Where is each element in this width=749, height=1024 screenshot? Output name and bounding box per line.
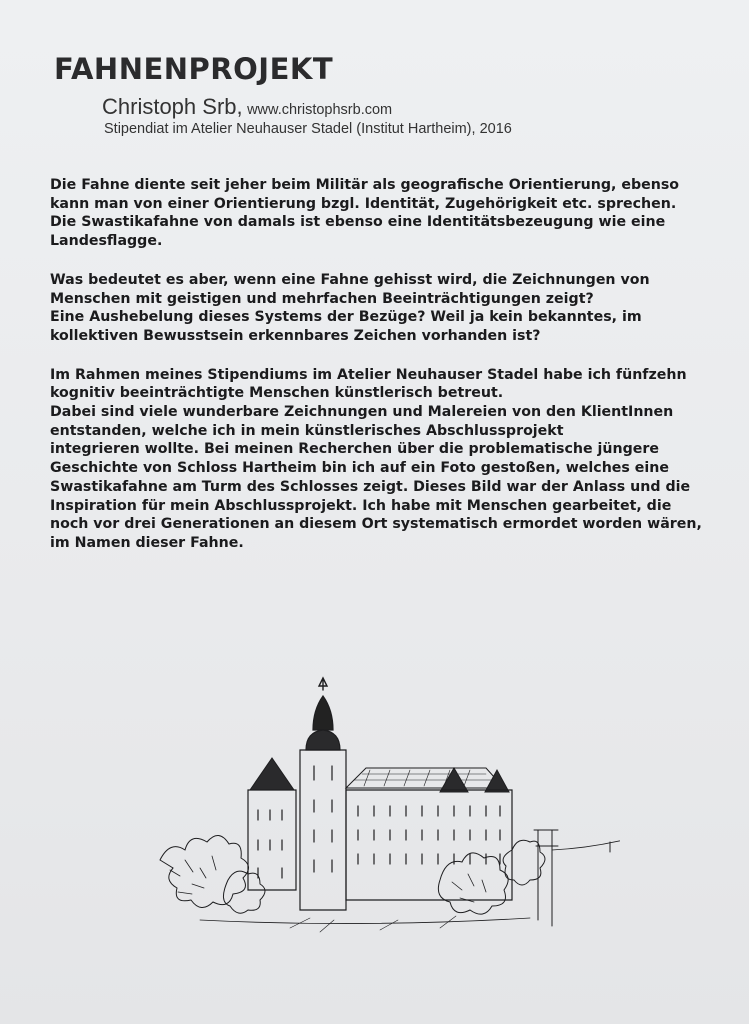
text-line: Die Swastikafahne von damals ist ebenso eine Identitätsbezeugung wie eine <box>50 214 666 231</box>
paragraph-3 <box>50 366 730 553</box>
text-line: Swastikafahne am Turm des Schlosses zeigt. Dieses Bild war der Anlass und die <box>50 478 691 495</box>
text-line: Was bedeutet es aber, wenn eine Fahne gehisst wird, die Zeichnungen von <box>50 271 650 288</box>
body-text <box>50 176 730 573</box>
text-line: Inspiration für mein Abschlussprojekt. Ich habe mit Menschen gearbeitet, die <box>50 497 672 514</box>
castle-sketch <box>140 670 620 950</box>
subtitle: Stipendiat im Atelier Neuhauser Stadel (Institut Hartheim), 2016 <box>104 121 512 137</box>
text-line: Menschen mit geistigen und mehrfachen Beeinträchtigungen zeigt? <box>50 290 594 307</box>
text-line: Dabei sind viele wunderbare Zeichnungen und Malereien von den KlientInnen <box>50 404 674 421</box>
text-line: im Namen dieser Fahne. <box>50 534 244 551</box>
paragraph-1 <box>50 176 730 251</box>
text-line: noch vor drei Generationen an diesem Ort systematisch ermordet worden wären, <box>50 516 702 533</box>
author-name: Christoph Srb, <box>102 94 243 119</box>
text-line: kann man von einer Orientierung bzgl. Identität, Zugehörigkeit etc. sprechen. <box>50 195 677 212</box>
document-title: FAHNENPROJEKT <box>54 52 334 86</box>
author-line <box>102 94 392 120</box>
text-line: Im Rahmen meines Stipendiums im Atelier Neuhauser Stadel habe ich fünfzehn <box>50 366 687 383</box>
text-line: kollektiven Bewusstsein erkennbares Zeichen vorhanden ist? <box>50 327 541 344</box>
text-line: integrieren wollte. Bei meinen Recherchen über die problematische jüngere <box>50 441 660 458</box>
text-line: Die Fahne diente seit jeher beim Militär als geografische Orientierung, ebenso <box>50 177 680 193</box>
text-line: kognitiv beeinträchtigte Menschen künstlerisch betreut. <box>50 385 504 402</box>
author-url: www.christophsrb.com <box>247 102 393 118</box>
text-line: Geschichte von Schloss Hartheim bin ich auf ein Foto gestoßen, welches eine <box>50 460 670 477</box>
text-line: Eine Aushebelung dieses Systems der Bezüge? Weil ja kein bekanntes, im <box>50 309 642 326</box>
text-line: Landesflagge. <box>50 233 163 250</box>
text-line: entstanden, welche ich in mein künstlerisches Abschlussprojekt <box>50 422 564 439</box>
paragraph-2 <box>50 271 730 346</box>
